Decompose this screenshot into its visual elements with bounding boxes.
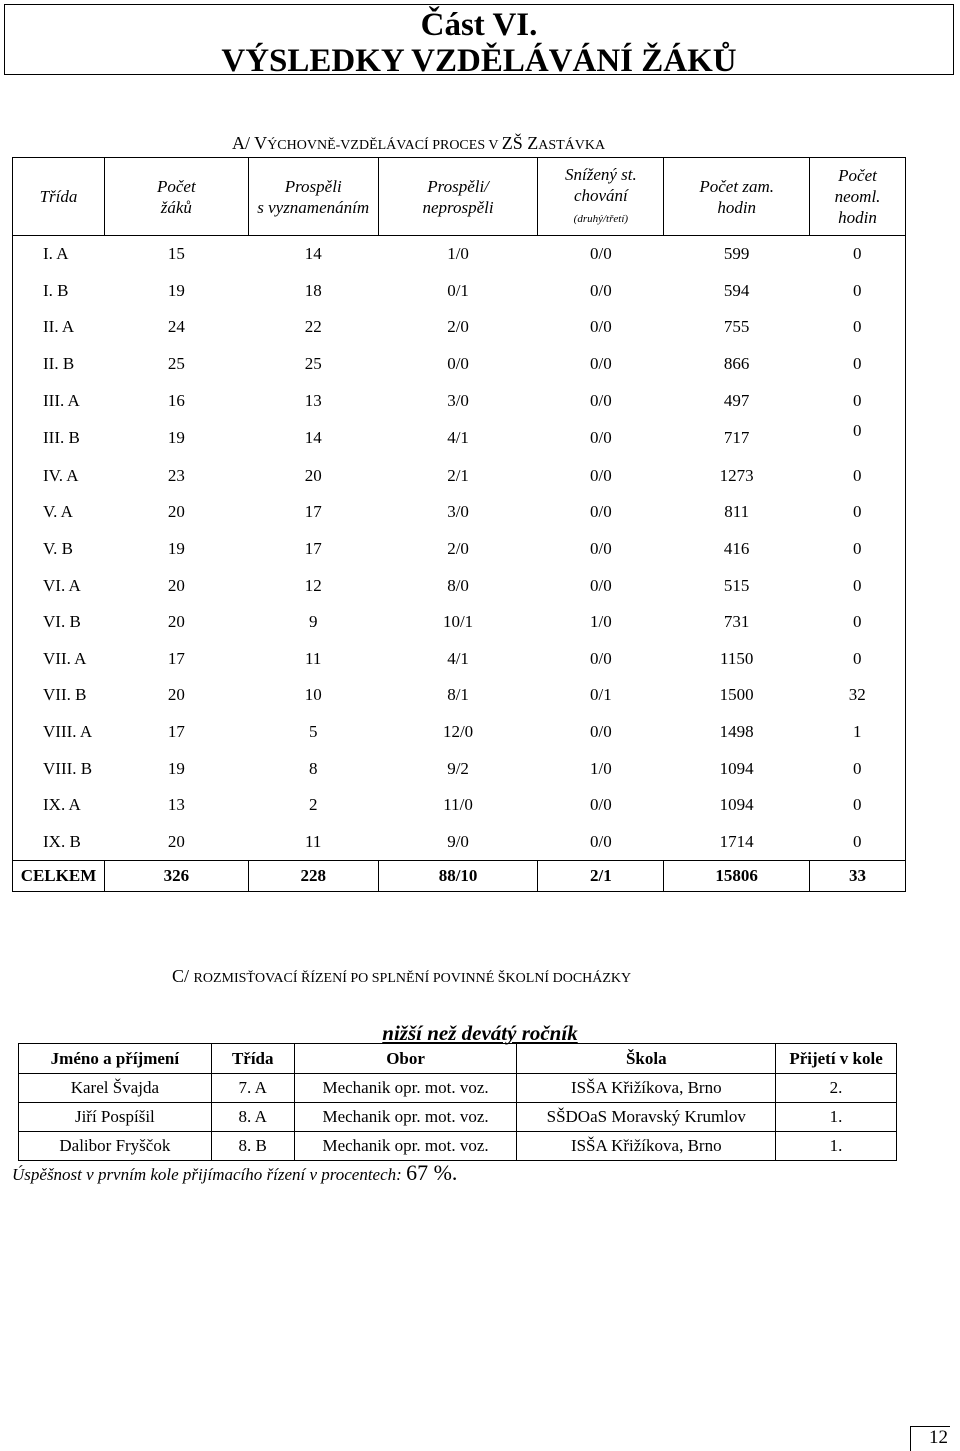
value-cell: 0/0 [590,831,612,851]
header-pocet-zaku: Počet žáků [104,158,248,236]
value-cell: 2/0 [447,317,469,337]
value-cell: 8/1 [447,685,469,705]
value-cell: 416 [723,539,750,559]
value-cell: 10/1 [442,612,474,632]
value-cell: 0 [810,458,906,495]
placement-header-cell: Škola [517,1044,776,1074]
class-cell: IX. A [13,787,105,824]
value-cell: 22 [304,317,322,337]
value-cell: 0 [810,236,906,273]
success-rate: Úspěšnost v prvním kole přijímacího řízení v procentech: 67 %. [12,1160,458,1185]
value-cell: 1714 [719,831,754,851]
value-cell: 1 [810,714,906,751]
class-cell: III. B [13,419,105,458]
value-cell: 4/1 [447,428,469,448]
results-header-row [13,158,906,236]
class-cell: II. A [13,309,105,346]
header-trida: Třída [13,158,105,236]
placement-cell: 1. [776,1132,897,1161]
value-cell: 0 [810,382,906,419]
table-row [13,714,906,751]
placement-cell: 7. A [211,1074,294,1103]
value-cell: 0 [810,419,906,458]
placement-header-cell: Přijetí v kole [776,1044,897,1074]
value-cell: 0 [810,824,906,861]
value-cell: 1094 [719,795,754,815]
placement-row [19,1132,897,1161]
value-cell: 9/2 [447,758,469,778]
value-cell: 1/0 [590,612,612,632]
table-row [13,787,906,824]
value-cell: 1150 [719,648,754,668]
value-cell: 24 [167,317,185,337]
value-cell: 0 [810,494,906,531]
value-cell: 0 [810,309,906,346]
value-cell: 14 [304,244,322,264]
value-cell: 20 [167,831,185,851]
value-cell: 0/0 [590,280,612,300]
total-label: CELKEM [13,861,105,892]
value-cell: 11/0 [443,795,473,815]
value-cell: 17 [167,722,185,742]
placement-header-cell: Jméno a příjmení [19,1044,212,1074]
placement-cell: ISŠA Křižíkova, Brno [517,1132,776,1161]
value-cell: 1273 [719,465,754,485]
value-cell: 0/1 [447,280,469,300]
placement-cell: 2. [776,1074,897,1103]
value-cell: 497 [723,390,750,410]
value-cell: 11 [305,648,322,668]
value-cell: 0 [810,750,906,787]
class-cell: VIII. B [13,750,105,787]
section-a-heading: A/ VÝCHOVNĚ-VZDĚLÁVACÍ PROCES V ZŠ ZASTÁVKA [232,133,606,153]
value-cell: 0 [810,787,906,824]
table-row [13,419,906,458]
placement-cell: Dalibor Fryščok [19,1132,212,1161]
results-table [12,157,906,892]
value-cell: 3/0 [447,502,469,522]
value-cell: 0 [810,604,906,641]
placement-header-cell: Třída [211,1044,294,1074]
value-cell: 755 [723,317,750,337]
placement-cell: 1. [776,1103,897,1132]
value-cell: 9/0 [447,831,469,851]
class-cell: I. B [13,273,105,310]
table-row [13,604,906,641]
section-c-heading: C/ ROZMISŤOVACÍ ŘÍZENÍ PO SPLNĚNÍ POVINNÉ ŠKOLNÍ DOCHÁZKY [172,966,632,986]
table-row [13,382,906,419]
table-row [13,677,906,714]
value-cell: 25 [167,354,185,374]
chapter-title-box [4,4,954,79]
table-row [13,346,906,383]
header-prospeli: Prospěli/ neprospěli [378,158,538,236]
value-cell: 1/0 [447,244,469,264]
value-cell: 11 [305,831,322,851]
total-value: 33 [810,861,906,892]
value-cell: 15 [167,244,185,264]
value-cell: 1498 [719,722,754,742]
total-value: 2/1 [538,861,664,892]
table-row [13,531,906,568]
value-cell: 0/0 [590,465,612,485]
page-number: 12 [910,1426,950,1451]
placement-cell: 8. A [211,1103,294,1132]
value-cell: 14 [304,428,322,448]
value-cell: 32 [810,677,906,714]
table-row [13,458,906,495]
value-cell: 19 [167,280,185,300]
value-cell: 17 [304,502,322,522]
chapter-title: VÝSLEDKY VZDĚLÁVÁNÍ ŽÁKŮ [221,43,737,79]
value-cell: 866 [723,354,750,374]
table-row [13,236,906,273]
value-cell: 717 [723,428,750,448]
class-cell: VI. B [13,604,105,641]
header-vyznamenani: Prospěli s vyznamenáním [248,158,378,236]
value-cell: 0 [810,346,906,383]
table-row [13,494,906,531]
placement-cell: SŠDOaS Moravský Krumlov [517,1103,776,1132]
value-cell: 1/0 [590,758,612,778]
value-cell: 19 [167,758,185,778]
value-cell: 25 [304,354,322,374]
value-cell: 8/0 [447,575,469,595]
value-cell: 13 [304,390,322,410]
value-cell: 2 [308,795,318,815]
header-neomluvene: Počet neoml. hodin [810,158,906,236]
class-cell: IX. B [13,824,105,861]
placement-table [18,1043,897,1161]
class-cell: I. A [13,236,105,273]
value-cell: 0/1 [590,685,612,705]
value-cell: 17 [167,648,185,668]
value-cell: 18 [304,280,322,300]
value-cell: 17 [304,539,322,559]
value-cell: 8 [308,758,318,778]
value-cell: 0/0 [590,390,612,410]
value-cell: 0/0 [590,648,612,668]
class-cell: II. B [13,346,105,383]
placement-header-cell: Obor [294,1044,517,1074]
value-cell: 0 [810,567,906,604]
value-cell: 9 [308,612,318,632]
value-cell: 0/0 [590,317,612,337]
value-cell: 0/0 [590,795,612,815]
value-cell: 12/0 [442,722,474,742]
class-cell: V. A [13,494,105,531]
placement-header-row [19,1044,897,1074]
value-cell: 0 [810,641,906,678]
table-row [13,273,906,310]
results-total-row [13,861,906,892]
value-cell: 16 [167,390,185,410]
placement-cell: Mechanik opr. mot. voz. [294,1103,517,1132]
class-cell: VI. A [13,567,105,604]
value-cell: 2/1 [447,465,469,485]
chapter-number: Část VI. [420,7,538,43]
value-cell: 20 [167,575,185,595]
total-value: 326 [104,861,248,892]
class-cell: VII. B [13,677,105,714]
value-cell: 599 [723,244,750,264]
value-cell: 3/0 [447,390,469,410]
value-cell: 0/0 [447,354,469,374]
header-snizeny: Snížený st. chování (druhý/třetí) [538,158,664,236]
value-cell: 0 [810,531,906,568]
placement-row [19,1074,897,1103]
value-cell: 0/0 [590,722,612,742]
subheading: nižší než devátý ročník [382,1021,578,1045]
value-cell: 811 [724,502,750,522]
class-cell: V. B [13,531,105,568]
value-cell: 594 [723,280,750,300]
value-cell: 0/0 [590,428,612,448]
value-cell: 20 [304,465,322,485]
value-cell: 1094 [719,758,754,778]
class-cell: III. A [13,382,105,419]
header-zameskane: Počet zam. hodin [664,158,810,236]
value-cell: 20 [167,685,185,705]
value-cell: 0/0 [590,354,612,374]
value-cell: 20 [167,612,185,632]
total-value: 15806 [664,861,810,892]
results-body [13,236,906,861]
value-cell: 20 [167,502,185,522]
value-cell: 1500 [719,685,754,705]
value-cell: 23 [167,465,185,485]
value-cell: 0/0 [590,539,612,559]
class-cell: IV. A [13,458,105,495]
placement-cell: ISŠA Křižíkova, Brno [517,1074,776,1103]
placement-row [19,1103,897,1132]
value-cell: 515 [723,575,750,595]
value-cell: 13 [167,795,185,815]
value-cell: 4/1 [447,648,469,668]
placement-cell: Mechanik opr. mot. voz. [294,1132,517,1161]
value-cell: 0 [810,273,906,310]
table-row [13,641,906,678]
placement-cell: Mechanik opr. mot. voz. [294,1074,517,1103]
placement-cell: 8. B [211,1132,294,1161]
value-cell: 5 [308,722,318,742]
value-cell: 19 [167,428,185,448]
value-cell: 731 [723,612,750,632]
table-row [13,567,906,604]
placement-cell: Jiří Pospíšil [19,1103,212,1132]
placement-cell: Karel Švajda [19,1074,212,1103]
success-value: 67 %. [406,1160,458,1185]
class-cell: VIII. A [13,714,105,751]
total-value: 88/10 [378,861,538,892]
value-cell: 10 [304,685,322,705]
value-cell: 19 [167,539,185,559]
total-value: 228 [248,861,378,892]
table-row [13,824,906,861]
table-row [13,750,906,787]
table-row [13,309,906,346]
value-cell: 0/0 [590,244,612,264]
class-cell: VII. A [13,641,105,678]
value-cell: 12 [304,575,322,595]
value-cell: 0/0 [590,502,612,522]
value-cell: 0/0 [590,575,612,595]
value-cell: 2/0 [447,539,469,559]
